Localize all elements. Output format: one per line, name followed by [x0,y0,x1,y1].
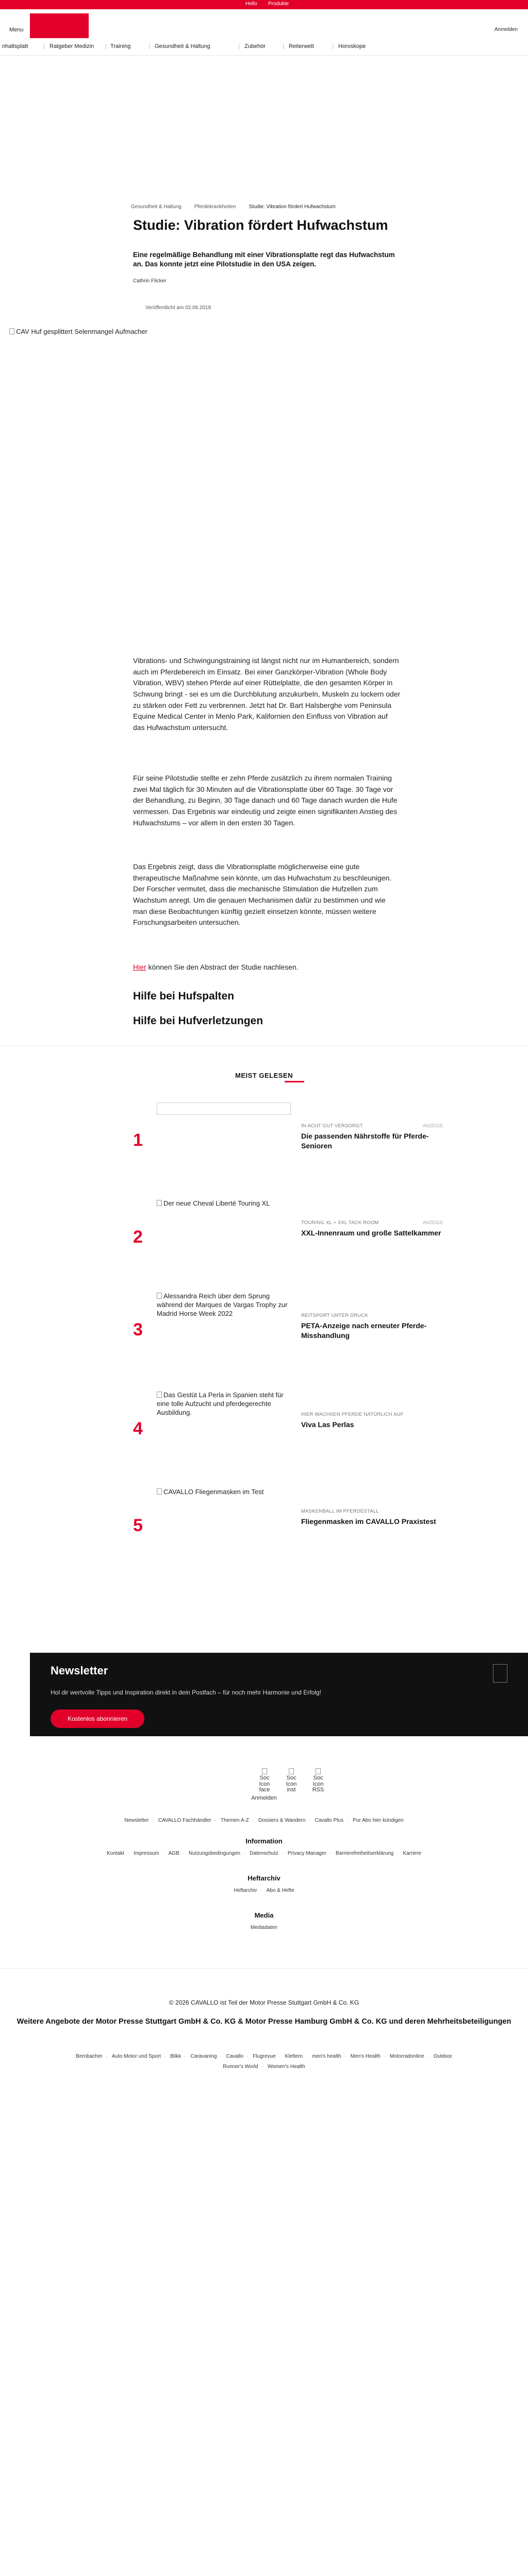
nav-item-5[interactable]: Reiterwelt [289,43,314,49]
nav-item-1[interactable]: Ratgeber Medizin [50,43,94,49]
nav-item-0[interactable]: nhaltsplatt [2,43,28,49]
breadcrumb-item-0[interactable]: Gesundheit & Haltung [131,204,182,210]
thumbnail-alt: Alessandra Reich über dem Sprung während der Marques de Vargas Trophy zur Madrid Horse Week 2022 [157,1292,288,1317]
most-read-item[interactable] [133,1488,453,1570]
nav-item-2[interactable]: Training [110,43,131,49]
rank-number: 5 [133,1516,143,1535]
main-nav [0,38,528,56]
nav-item-4[interactable]: Zubehör [244,43,266,49]
topbar-link-2[interactable]: Produkte [268,1,289,7]
article-title-link[interactable]: XXL-Innenraum und große Sattelkammer [301,1229,441,1237]
footer-link[interactable]: Newsletter [124,1818,149,1823]
nav-separator: | [332,43,334,49]
partner-link[interactable]: Motorradonline [389,2054,424,2059]
article-thumbnail[interactable] [157,1391,291,1468]
article-kicker: IN ACHT GUT VERSORGT [301,1123,363,1129]
article-paragraph: Vibrations- und Schwingungstraining ist längst nicht nur im Humanbereich, sondern auch im Pferdebereich im Einsatz. Bei einer Ganzkörper-Vibration (Whole Body Vibration, WBV) stehen Pferde auf einer Rüttelplatte, die den gesamten Körper in Schwung bringt - sei es um die Durchblutung anzukurbeln, Muskeln zu lockern oder zu stärken oder Fett zu verbrennen. Jetzt hat Dr. Bart Halsberghe vom Peninsula Equine Medical Center in Menlo Park, Kalifornien den Einfluss von Vibration auf das Hufwachstum untersucht. [133,656,401,732]
footer-link[interactable]: Privacy Manager [287,1851,326,1856]
footer-login-link[interactable]: Anmelden [251,1795,277,1801]
partner-link[interactable]: Outdoor [433,2054,452,2059]
article-title: Studie: Vibration fördert Hufwachstum [133,217,388,233]
article-paragraph-source [133,962,401,973]
partner-link[interactable]: Caravaning [190,2054,217,2059]
footer-divider [0,1968,528,1969]
most-read-underline [285,1081,304,1082]
nav-separator: | [43,43,45,49]
article-thumbnail[interactable] [157,1292,291,1369]
partner-link[interactable]: Bernbacher [76,2054,103,2059]
menu-button[interactable]: Menu [9,27,24,33]
rank-number: 3 [133,1320,143,1340]
partner-link[interactable]: Runner's World [223,2064,258,2070]
social-label: Soc Icon face [259,1775,270,1793]
login-button[interactable]: Anmelden [494,27,518,32]
article-title-link[interactable]: PETA-Anzeige nach erneuter Pferde-Misshandlung [301,1321,427,1340]
footer-link[interactable]: CAVALLO Fachhändler [158,1818,211,1823]
breadcrumb-item-1[interactable]: Pferdekrankheiten [194,204,236,210]
article-kicker: TOURING XL + XXL TACK ROOM [301,1220,379,1226]
social-rss-icon[interactable] [310,1768,326,1793]
breadcrumb-item-current: Studie: Vibration fördert Hufwachstum [249,204,336,210]
partner-links-row: Runner's World · Women's Health [223,2064,305,2070]
footer-link[interactable]: Cavallo Plus [315,1818,344,1823]
footer-link[interactable]: Abo & Hefte [266,1888,294,1893]
most-read-item[interactable] [133,1103,453,1185]
partner-link[interactable]: Women's Health [267,2064,305,2070]
broken-image-icon [157,1488,162,1495]
article-paragraph: Das Ergebnis zeigt, dass die Vibrationsplatte möglicherweise eine gute therapeutische Maßnahme sein könnte, um das Hufwachstum zu beschleunigen. Der Forscher vermutet, dass die mechanische Stimulation die Hufzellen zum Wachstum anregt. Um die genauen Mechanismen dafür zu bestimmen und wie man diese Beobachtungen künftig gezielt einsetzen könnte, müssen weitere Forschungsarbeiten untersuchen. [133,862,392,927]
breadcrumb [131,204,347,210]
thumbnail-alt: CAVALLO Fliegenmasken im Test [163,1488,264,1496]
footer-links-row: Kontakt · Impressum · AGB · Nutzungsbedingungen · Datenschutz · Privacy Manager · Barrierefreiheitserklärung · Karriere [107,1851,421,1856]
newsletter-title: Newsletter [51,1664,108,1677]
footer-link[interactable]: AGB [168,1851,179,1856]
broken-image-icon [289,1768,294,1774]
footer-link[interactable]: Pur Abo hier kündigen [353,1818,404,1823]
footer-link[interactable]: Themen A-Z [220,1818,249,1823]
broken-image-icon [316,1768,321,1774]
related-heading-hufverletzungen[interactable]: Hilfe bei Hufverletzungen [133,1015,263,1027]
broken-image-icon [157,1392,162,1398]
rank-number: 2 [133,1227,143,1247]
partner-link[interactable]: Men's Health [350,2054,381,2059]
thumbnail-alt: Das Gestüt La Perla in Spanien steht für eine tolle Aufzucht und pferdegerechte Ausbildung. [157,1391,284,1416]
top-bar [0,0,528,9]
topbar-link-1[interactable]: Hello [245,1,257,7]
abstract-link[interactable]: Hier [133,963,146,971]
nav-item-6[interactable]: Horoskope [338,43,366,49]
newsletter-image [493,1664,507,1683]
footer-heading-media: Media [254,1911,274,1919]
footer-link[interactable]: Impressum [134,1851,159,1856]
ad-badge: ANZEIGE [423,1220,443,1225]
broken-image-icon [9,328,14,334]
partner-link[interactable]: Auto Motor und Sport [111,2054,161,2059]
broken-image-icon [262,1768,267,1774]
most-read-item[interactable] [133,1292,453,1375]
partner-link[interactable]: men's health [312,2054,341,2059]
footer-heading-heftarchiv: Heftarchiv [248,1874,280,1882]
abstract-text: können Sie den Abstract der Studie nachlesen. [146,963,299,971]
footer-link[interactable]: Dossiers & Wandern [258,1818,306,1823]
footer-heading-information: Information [245,1837,283,1845]
article-author[interactable]: Cathrin Flicker [133,278,167,284]
partner-link[interactable]: Flugrevue [253,2054,276,2059]
newsletter-subscribe-button[interactable]: Kostenlos abonnieren [51,1709,144,1728]
partner-link[interactable]: Blikk [170,2054,182,2059]
partner-link[interactable]: Cavallo [226,2054,243,2059]
copyright: © 2026 CAVALLO ist Teil der Motor Presse Stuttgart GmbH & Co. KG [169,1999,359,2006]
footer-links-row: Newsletter · CAVALLO Fachhändler · Themen A-Z · Dossiers & Wandern · Cavallo Plus · Pur Abo hier kündigen [124,1818,404,1823]
article-paragraph: Für seine Pilotstudie stellte er zehn Pferde zusätzlich zu ihrem normalen Training zwei Mal täglich für 30 Minuten auf die Vibrationsplatte über 60 Tage. 30 Tage vor der Behandlung, zu Beginn, 30 Tage danach und 60 Tage danach wurden die Hufe vermessen. Das Ergebnis war eindeutig und zeigte einen signifikanten Anstieg des Hufwachstums – vor allem in den ersten 30 Tagen. [133,774,398,827]
newsletter-text: Hol dir wertvolle Tipps und Inspiration direkt in dein Postfach – für noch mehr Harmonie und Erfolg! [51,1689,321,1696]
most-read-item[interactable] [133,1199,453,1282]
footer-link[interactable]: Kontakt [107,1851,124,1856]
footer-link[interactable]: Nutzungsbedingungen [188,1851,240,1856]
article-kicker: MASKENBALL IM PFERDESTALL [301,1509,379,1514]
hero-image [9,328,147,335]
nav-separator: | [238,43,240,49]
partner-link[interactable]: Klettern [285,2054,303,2059]
article-kicker: HIER WACHSEN PFERDE NATÜRLICH AUF [301,1412,404,1417]
weitere-angebote-heading: Weitere Angebote der Motor Presse Stuttgart GmbH & Co. KG & Motor Presse Hamburg GmbH & Co. KG und deren Mehrheitsbeteiligungen [16,2018,512,2026]
footer-link[interactable]: Datenschutz [250,1851,278,1856]
social-label: Soc Icon inst [286,1775,297,1793]
nav-item-3[interactable]: Gesundheit & Haltung [155,43,210,49]
newsletter-banner [30,1653,528,1736]
footer-links-row [0,1925,528,1930]
footer-link[interactable]: Barrierefreiheitserklärung [335,1851,394,1856]
most-read-item[interactable] [133,1391,453,1473]
article-thumbnail[interactable] [157,1199,291,1277]
nav-separator: | [148,43,150,49]
most-read-heading: MEIST GELESEN [235,1072,293,1079]
social-label: Soc Icon RSS [312,1775,324,1793]
article-lead: Eine regelmäßige Behandlung mit einer Vibrationsplatte regt das Hufwachstum an. Das konnte jetzt eine Pilotstudie in den USA zeigen. [133,251,395,268]
article-title-link[interactable]: Viva Las Perlas [301,1420,354,1429]
partner-links-row: Bernbacher · Auto Motor und Sport · Blikk · Caravaning · Cavallo · Flugrevue · Klettern · men's health · Men's Health · Motorradonline · Outdoor [76,2054,452,2059]
ad-badge: ANZEIGE [423,1123,443,1128]
site-header [0,9,528,38]
related-heading-hufspalten[interactable]: Hilfe bei Hufspalten [133,990,235,1002]
footer-link[interactable]: Karriere [403,1851,421,1856]
article-date: Veröffentlicht am 02.08.2018 [145,305,211,311]
nav-separator: | [283,43,284,49]
article-kicker: REITSPORT UNTER DRUCK [301,1313,369,1318]
site-logo[interactable] [30,13,89,38]
social-instagram-icon[interactable] [284,1768,299,1793]
thumbnail-alt: Der neue Cheval Liberté Touring XL [163,1199,270,1207]
footer-link[interactable]: Heftarchiv [234,1888,257,1893]
rank-number: 4 [133,1419,143,1438]
broken-image-icon [157,1293,162,1299]
nav-separator: | [105,43,107,49]
article-title-link[interactable]: Die passenden Nährstoffe für Pferde-Senioren [301,1132,429,1150]
broken-image-icon [157,1200,162,1206]
footer-links-row: Heftarchiv · Abo & Hefte [234,1888,294,1893]
rank-number: 1 [133,1130,143,1150]
hero-image-alt: CAV Huf gesplittert Selenmangel Aufmacher [16,328,147,335]
thumbnail-frame [157,1103,291,1115]
article-thumbnail[interactable] [157,1488,291,1565]
footer-link[interactable]: Mediadaten [250,1925,278,1930]
article-title-link[interactable]: Fliegenmasken im CAVALLO Praxistest [301,1517,436,1526]
article-thumbnail[interactable] [157,1103,291,1180]
social-facebook-icon[interactable] [257,1768,272,1793]
